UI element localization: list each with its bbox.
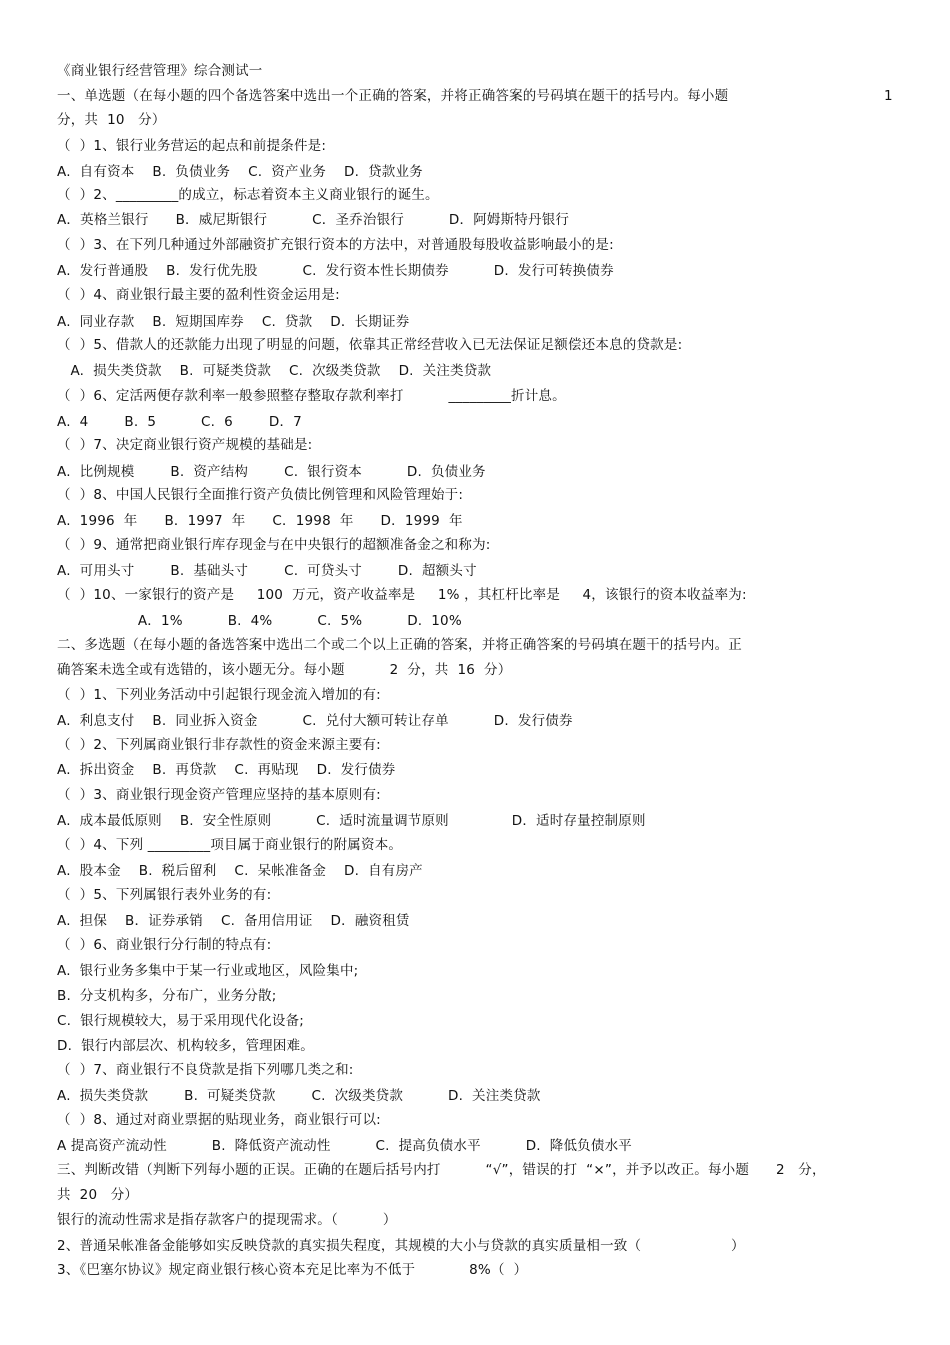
question-3-1: 银行的流动性需求是指存款客户的提现需求。（ ） xyxy=(57,1212,397,1228)
options-1-1: A. 自有资本 B. 负债业务 C. 资产业务 D. 贷款业务 xyxy=(57,164,423,180)
option-2-6-c: C. 银行规模较大，易于采用现代化设备; xyxy=(57,1013,305,1029)
question-1-2: （ ）2、_________的成立，标志着资本主义商业银行的诞生。 xyxy=(57,187,439,203)
options-1-5: A. 损失类贷款 B. 可疑类贷款 C. 次级类贷款 D. 关注类贷款 xyxy=(57,363,492,379)
question-3-3: 3、《巴塞尔协议》规定商业银行核心资本充足比率为不低于 8%（ ） xyxy=(57,1262,528,1278)
document-title: 《商业银行经营管理》综合测试一 xyxy=(57,63,263,79)
option-2-6-a: A. 银行业务多集中于某一行业或地区，风险集中; xyxy=(57,963,359,979)
section-1-heading-cont: 分，共 10 分） xyxy=(57,112,166,128)
options-2-5: A. 担保 B．证券承销 C. 备用信用证 D．融资租赁 xyxy=(57,913,410,929)
question-2-4: （ ）4、下列 _________项目属于商业银行的附属资本。 xyxy=(57,837,403,853)
question-2-6: （ ）6、商业银行分行制的特点有: xyxy=(57,937,272,953)
options-1-4: A. 同业存款 B. 短期国库券 C. 贷款 D．长期证券 xyxy=(57,314,410,330)
section-1-points: 1 xyxy=(884,88,893,104)
section-2-heading-cont: 确答案未选全或有选错的，该小题无分。每小题 2 分，共 16 分） xyxy=(57,662,512,678)
section-1-heading: 一、单选题（在每小题的四个备选答案中选出一个正确的答案，并将正确答案的号码填在题干的括号内。每小题 xyxy=(57,88,729,104)
question-1-7: （ ）7、决定商业银行资产规模的基础是: xyxy=(57,437,313,453)
question-1-4: （ ）4、商业银行最主要的盈利性资金运用是: xyxy=(57,287,340,303)
question-2-7: （ ）7、商业银行不良贷款是指下列哪几类之和: xyxy=(57,1062,354,1078)
options-1-3: A. 发行普通股 B. 发行优先股 C. 发行资本性长期债券 D. 发行可转换债券 xyxy=(57,263,614,279)
question-1-6: （ ）6、定活两便存款利率一般参照整存整取存款利率打 _________折计息。 xyxy=(57,388,566,404)
options-2-8: A 提高资产流动性 B. 降低资产流动性 C. 提高负债水平 D. 降低负债水平 xyxy=(57,1138,632,1154)
options-1-8: A. 1996 年 B．1997 年 C．1998 年 D．1999 年 xyxy=(57,513,463,529)
section-2-heading: 二、多选题（在每小题的备选答案中选出二个或二个以上正确的答案，并将正确答案的号码填在题干的括号内。正 xyxy=(57,637,742,653)
question-2-2: （ ）2、下列属商业银行非存款性的资金来源主要有: xyxy=(57,737,381,753)
question-1-3: （ ）3、在下列几种通过外部融资扩充银行资本的方法中，对普通股每股收益影响最小的是: xyxy=(57,237,614,253)
section-3-heading-cont: 共 20 分） xyxy=(57,1187,139,1203)
options-2-2: A. 拆出资金 B. 再贷款 C. 再贴现 D. 发行债券 xyxy=(57,762,396,778)
section-3-heading: 三、判断改错（判断下列每小题的正误。正确的在题后括号内打 “√”，错误的打 “×”，并予以改正。每小题 2 分， xyxy=(57,1162,826,1178)
options-2-4: A. 股本金 B. 税后留利 C. 呆帐准备金 D. 自有房产 xyxy=(57,863,423,879)
question-2-1: （ ）1、下列业务活动中引起银行现金流入增加的有: xyxy=(57,687,381,703)
question-1-1: （ ）1、银行业务营运的起点和前提条件是: xyxy=(57,138,327,154)
options-1-10: A．1% B. 4% C. 5% D. 10% xyxy=(57,613,462,629)
question-2-5: （ ）5、下列属银行表外业务的有: xyxy=(57,887,272,903)
question-2-8: （ ）8、通过对商业票据的贴现业务，商业银行可以: xyxy=(57,1112,381,1128)
question-1-8: （ ）8、中国人民银行全面推行资产负债比例管理和风险管理始于: xyxy=(57,487,464,503)
question-1-9: （ ）9、通常把商业银行库存现金与在中央银行的超额准备金之和称为: xyxy=(57,537,491,553)
options-1-2: A．英格兰银行 B．威尼斯银行 C．圣乔治银行 D．阿姆斯特丹银行 xyxy=(57,212,570,228)
question-3-2: 2、普通呆帐准备金能够如实反映贷款的真实损失程度，其规模的大小与贷款的真实质量相一致（ ） xyxy=(57,1238,745,1254)
options-1-9: A. 可用头寸 B. 基础头寸 C. 可贷头寸 D. 超额头寸 xyxy=(57,563,477,579)
options-2-1: A. 利息支付 B. 同业拆入资金 C. 兑付大额可转让存单 D. 发行债券 xyxy=(57,713,573,729)
options-1-7: A. 比例规模 B. 资产结构 C. 银行资本 D. 负债业务 xyxy=(57,464,486,480)
question-1-5: （ ）5、借款人的还款能力出现了明显的问题，依靠其正常经营收入已无法保证足额偿还本息的贷款是: xyxy=(57,337,683,353)
options-2-3: A. 成本最低原则 B. 安全性原则 C. 适时流量调节原则 D．适时存量控制原则 xyxy=(57,813,646,829)
option-2-6-b: B. 分支机构多，分布广，业务分散; xyxy=(57,988,277,1004)
options-2-7: A. 损失类贷款 B. 可疑类贷款 C. 次级类贷款 D. 关注类贷款 xyxy=(57,1088,541,1104)
question-1-10: （ ）10、一家银行的资产是 100 万元，资产收益率是 1% ，其杠杆比率是 4，该银行的资本收益率为: xyxy=(57,587,747,603)
options-1-6: A. 4 B. 5 C. 6 D．7 xyxy=(57,414,302,430)
option-2-6-d: D. 银行内部层次、机构较多，管理困难。 xyxy=(57,1038,314,1054)
question-2-3: （ ）3、商业银行现金资产管理应坚持的基本原则有: xyxy=(57,787,381,803)
